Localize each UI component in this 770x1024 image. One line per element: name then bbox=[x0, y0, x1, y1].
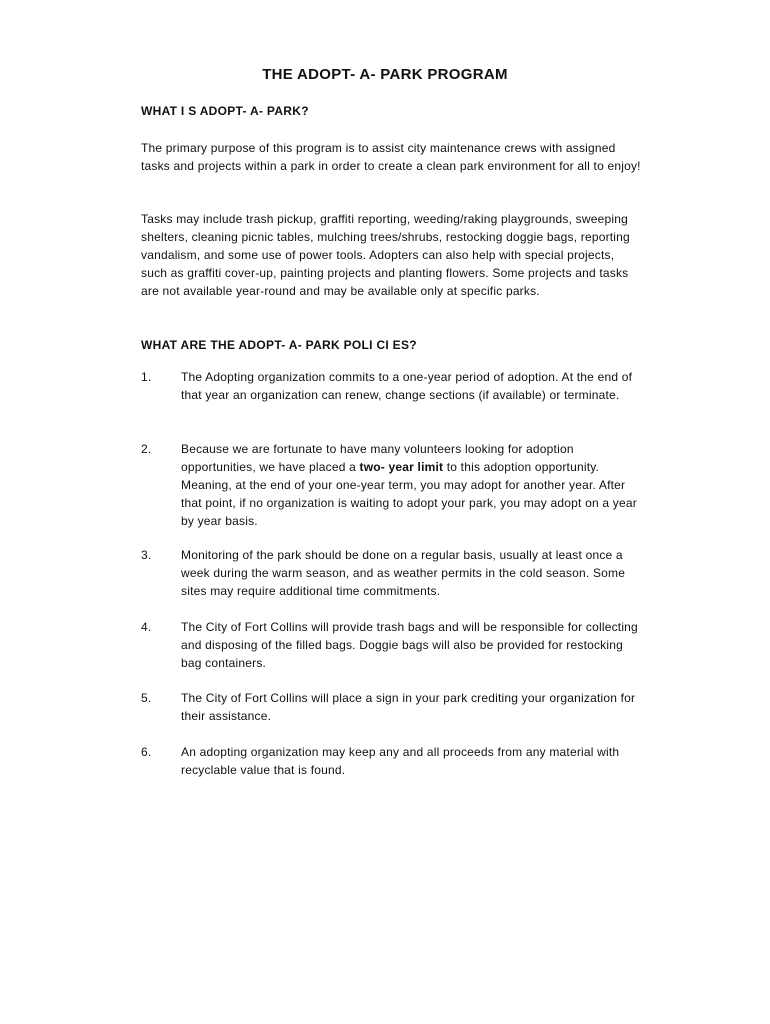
section-heading-policies: WHAT ARE THE ADOPT- A- PARK POLI CI ES? bbox=[141, 338, 417, 352]
document-title: THE ADOPT- A- PARK PROGRAM bbox=[262, 66, 508, 83]
paragraph-tasks: Tasks may include trash pickup, graffiti reporting, weeding/raking playgrounds, sweeping shelters, cleaning picnic tables, mulching trees/shrubs, restocking doggie bags, reporting vandalism, and some use of power tools. Adopters can also help with special projects, such as graffiti cover-up, painting projects and planting flowers. Some projects and tasks are not available year-round and may be available only at specific parks. bbox=[141, 212, 630, 298]
policy-number: 1. bbox=[141, 370, 152, 384]
policy-item-4 bbox=[141, 618, 641, 672]
policy-text: The City of Fort Collins will provide trash bags and will be responsible for collecting and disposing of the filled bags. Doggie bags will also be provided for restocking bag containers. bbox=[181, 620, 638, 670]
policy-text bbox=[181, 440, 641, 530]
policy-item-1 bbox=[141, 368, 641, 404]
section-heading-what-is: WHAT I S ADOPT- A- PARK? bbox=[141, 104, 309, 118]
policy-item-2 bbox=[141, 440, 641, 530]
policy-item-6 bbox=[141, 743, 641, 779]
policy-emphasis: two- year limit bbox=[359, 460, 444, 474]
policy-number: 5. bbox=[141, 691, 152, 705]
policy-text-after: to this adoption opportunity. Meaning, at the end of your one-year term, you may adopt for another year. After that point, if no organization is waiting to adopt your park, you may adopt on a year by year basis. bbox=[181, 460, 637, 528]
policy-text: The Adopting organization commits to a one-year period of adoption. At the end of that year an organization can renew, change sections (if available) or terminate. bbox=[181, 370, 633, 402]
policy-number: 4. bbox=[141, 620, 152, 634]
policy-text: An adopting organization may keep any and all proceeds from any material with recyclable value that is found. bbox=[181, 745, 620, 777]
policy-text: The City of Fort Collins will place a sign in your park crediting your organization for their assistance. bbox=[181, 691, 636, 723]
policy-item-5 bbox=[141, 689, 641, 725]
policy-text: Monitoring of the park should be done on a regular basis, usually at least once a week during the warm season, and as weather permits in the cold season. Some sites may require additional time commitments. bbox=[181, 548, 626, 598]
policy-number: 2. bbox=[141, 442, 152, 456]
paragraph-purpose: The primary purpose of this program is to assist city maintenance crews with assigned tasks and projects within a park in order to create a clean park environment for all to enjoy! bbox=[141, 141, 641, 173]
policy-text-before: Because we are fortunate to have many volunteers looking for adoption opportunities, we have placed a bbox=[181, 442, 574, 474]
policy-item-3 bbox=[141, 546, 641, 600]
policy-number: 6. bbox=[141, 745, 152, 759]
policy-number: 3. bbox=[141, 548, 152, 562]
